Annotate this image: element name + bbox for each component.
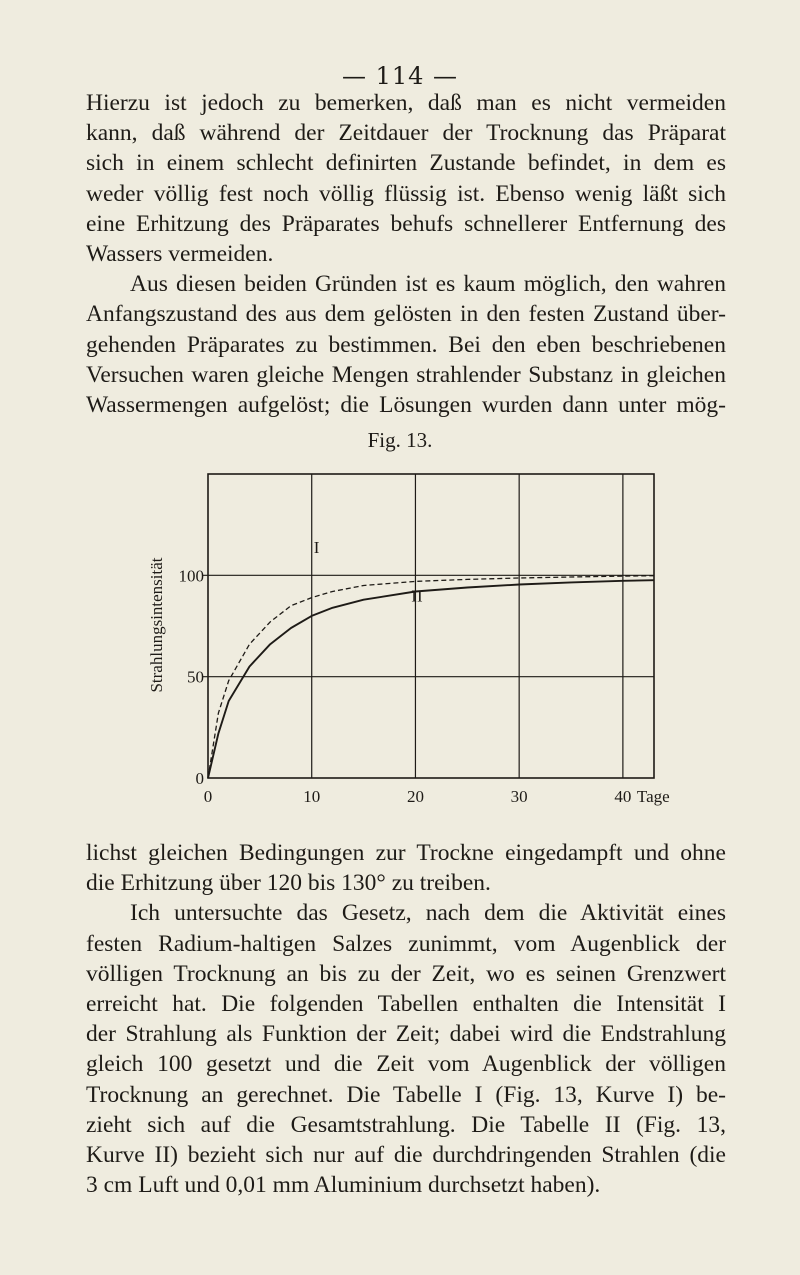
page-number: — 114 — <box>341 62 459 90</box>
text-line: weder völlig fest noch völlig flüssig ist. Ebenso wenig läßt sich <box>86 180 726 207</box>
text-block-bottom <box>86 838 726 1200</box>
y-axis-label: Strahlungsintensität <box>147 557 166 693</box>
x-axis-label: Tage <box>636 787 670 806</box>
text-line: Trocknung an gerechnet. Die Tabelle I (Fig. 13, Kurve I) be- <box>86 1081 726 1108</box>
figure-caption: Fig. 13. <box>367 428 433 452</box>
text-line: lichst gleichen Bedingungen zur Trockne eingedampft und ohne <box>86 840 726 866</box>
text-line: Aus diesen beiden Gründen ist es kaum möglich, den wahren <box>130 271 726 298</box>
text-line: gehenden Präparates zu bestimmen. Bei den eben beschriebenen <box>86 331 726 358</box>
text-line: Wassermengen aufgelöst; die Lösungen wurden dann unter mög- <box>86 392 726 419</box>
text-line: Wassers vermeiden. <box>86 241 274 268</box>
text-line: eine Erhitzung des Präparates behufs schnellerer Entfernung des <box>86 210 726 237</box>
x-tick-label: 0 <box>203 787 213 806</box>
series-label-ii: II <box>411 586 423 606</box>
text-line: Anfangszustand des aus dem gelösten in den festen Zustand über- <box>86 301 726 328</box>
text-line: gleich 100 gesetzt und die Zeit vom Augenblick der völligen <box>86 1051 726 1078</box>
x-tick-label: 10 <box>303 787 321 806</box>
y-tick-label: 100 <box>178 566 204 586</box>
series-line-ii <box>208 580 654 778</box>
text-line: zieht sich auf die Gesamtstrahlung. Die Tabelle II (Fig. 13, <box>86 1111 726 1138</box>
series-label-i: I <box>313 538 320 558</box>
text-line: die Erhitzung über 120 bis 130° zu treiben. <box>86 870 491 897</box>
text-line: festen Radium-haltigen Salzes zunimmt, vom Augenblick der <box>86 930 726 957</box>
chart-labels <box>147 538 670 806</box>
text-line: der Strahlung als Funktion der Zeit; dabei wird die Endstrahlung <box>86 1021 726 1048</box>
text-line: Kurve II) bezieht sich nur auf die durchdringenden Strahlen (die <box>86 1142 726 1169</box>
y-tick-label: 0 <box>195 769 204 788</box>
text-line: 3 cm Luft und 0,01 mm Aluminium durchsetzt haben). <box>86 1172 601 1199</box>
chart-grid <box>202 474 654 778</box>
chart-frame <box>208 474 654 778</box>
text-line: Hierzu ist jedoch zu bemerken, daß man es nicht vermeiden <box>86 90 726 116</box>
x-tick-label: 40 <box>614 787 632 806</box>
text-line: sich in einem schlecht definirten Zustande befindet, in dem es <box>86 150 726 177</box>
x-tick-label: 20 <box>406 787 424 806</box>
text-line: Ich untersuchte das Gesetz, nach dem die Aktivität eines <box>130 900 726 927</box>
y-tick-label: 50 <box>187 667 204 687</box>
text-line: erreicht hat. Die folgenden Tabellen enthalten die Intensität I <box>86 991 726 1018</box>
text-line: kann, daß während der Zeitdauer der Trocknung das Präparat <box>86 120 726 147</box>
text-line: Versuchen waren gleiche Mengen strahlender Substanz in gleichen <box>86 361 726 388</box>
text-line: völligen Trocknung an bis zu der Zeit, wo es seinen Grenzwert <box>86 960 726 987</box>
x-tick-label: 30 <box>510 787 528 806</box>
